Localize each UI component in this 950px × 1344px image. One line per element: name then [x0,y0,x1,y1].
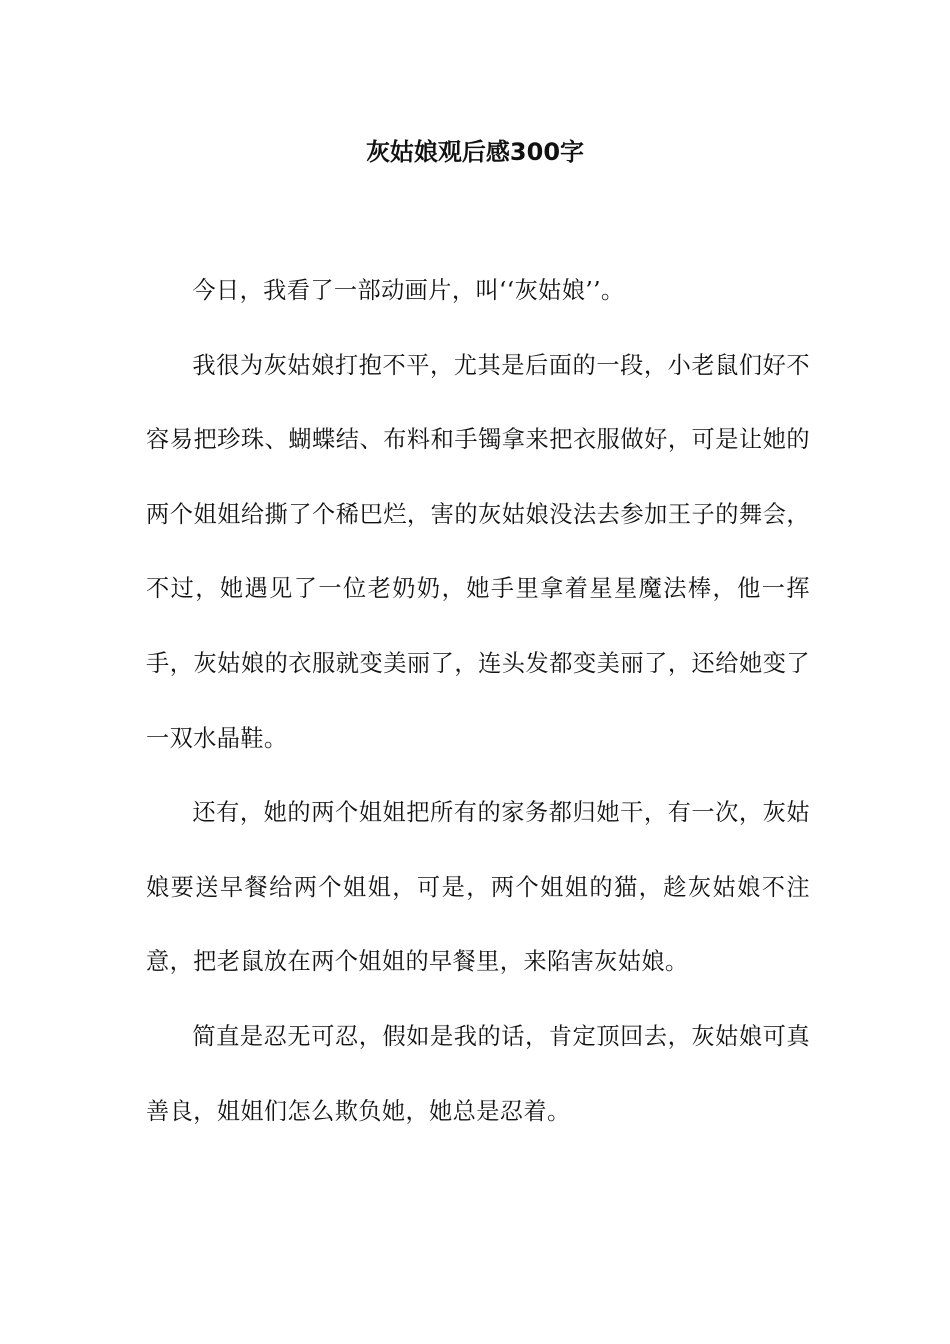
paragraph-1: 今日，我看了一部动画片，叫‘‘灰姑娘’’。 [192,277,625,304]
paragraph-4: 简直是忍无可忍，假如是我的话，肯定顶回去，灰姑娘可真善良，姐姐们怎么欺负她，她总是忍着。 [146,1022,810,1125]
paragraph-2: 我很为灰姑娘打抱不平，尤其是后面的一段，小老鼠们好不容易把珍珠、蝴蝶结、布料和手镯拿来把衣服做好，可是让她的两个姐姐给撕了个稀巴烂，害的灰姑娘没法去参加王子的舞会，不过，她遇见了一位老奶奶，她手里拿着星星魔法棒，他一挥手，灰姑娘的衣服就变美丽了，连头发都变美丽了，还给她变了一双水晶鞋。 [146,351,810,752]
paragraph-3: 还有，她的两个姐姐把所有的家务都归她干，有一次，灰姑娘要送早餐给两个姐姐，可是，两个姐姐的猫，趁灰姑娘不注意，把老鼠放在两个姐姐的早餐里，来陷害灰姑娘。 [146,799,810,976]
page-title: 灰姑娘观后感300字 [365,138,585,166]
document-body [146,254,810,1149]
